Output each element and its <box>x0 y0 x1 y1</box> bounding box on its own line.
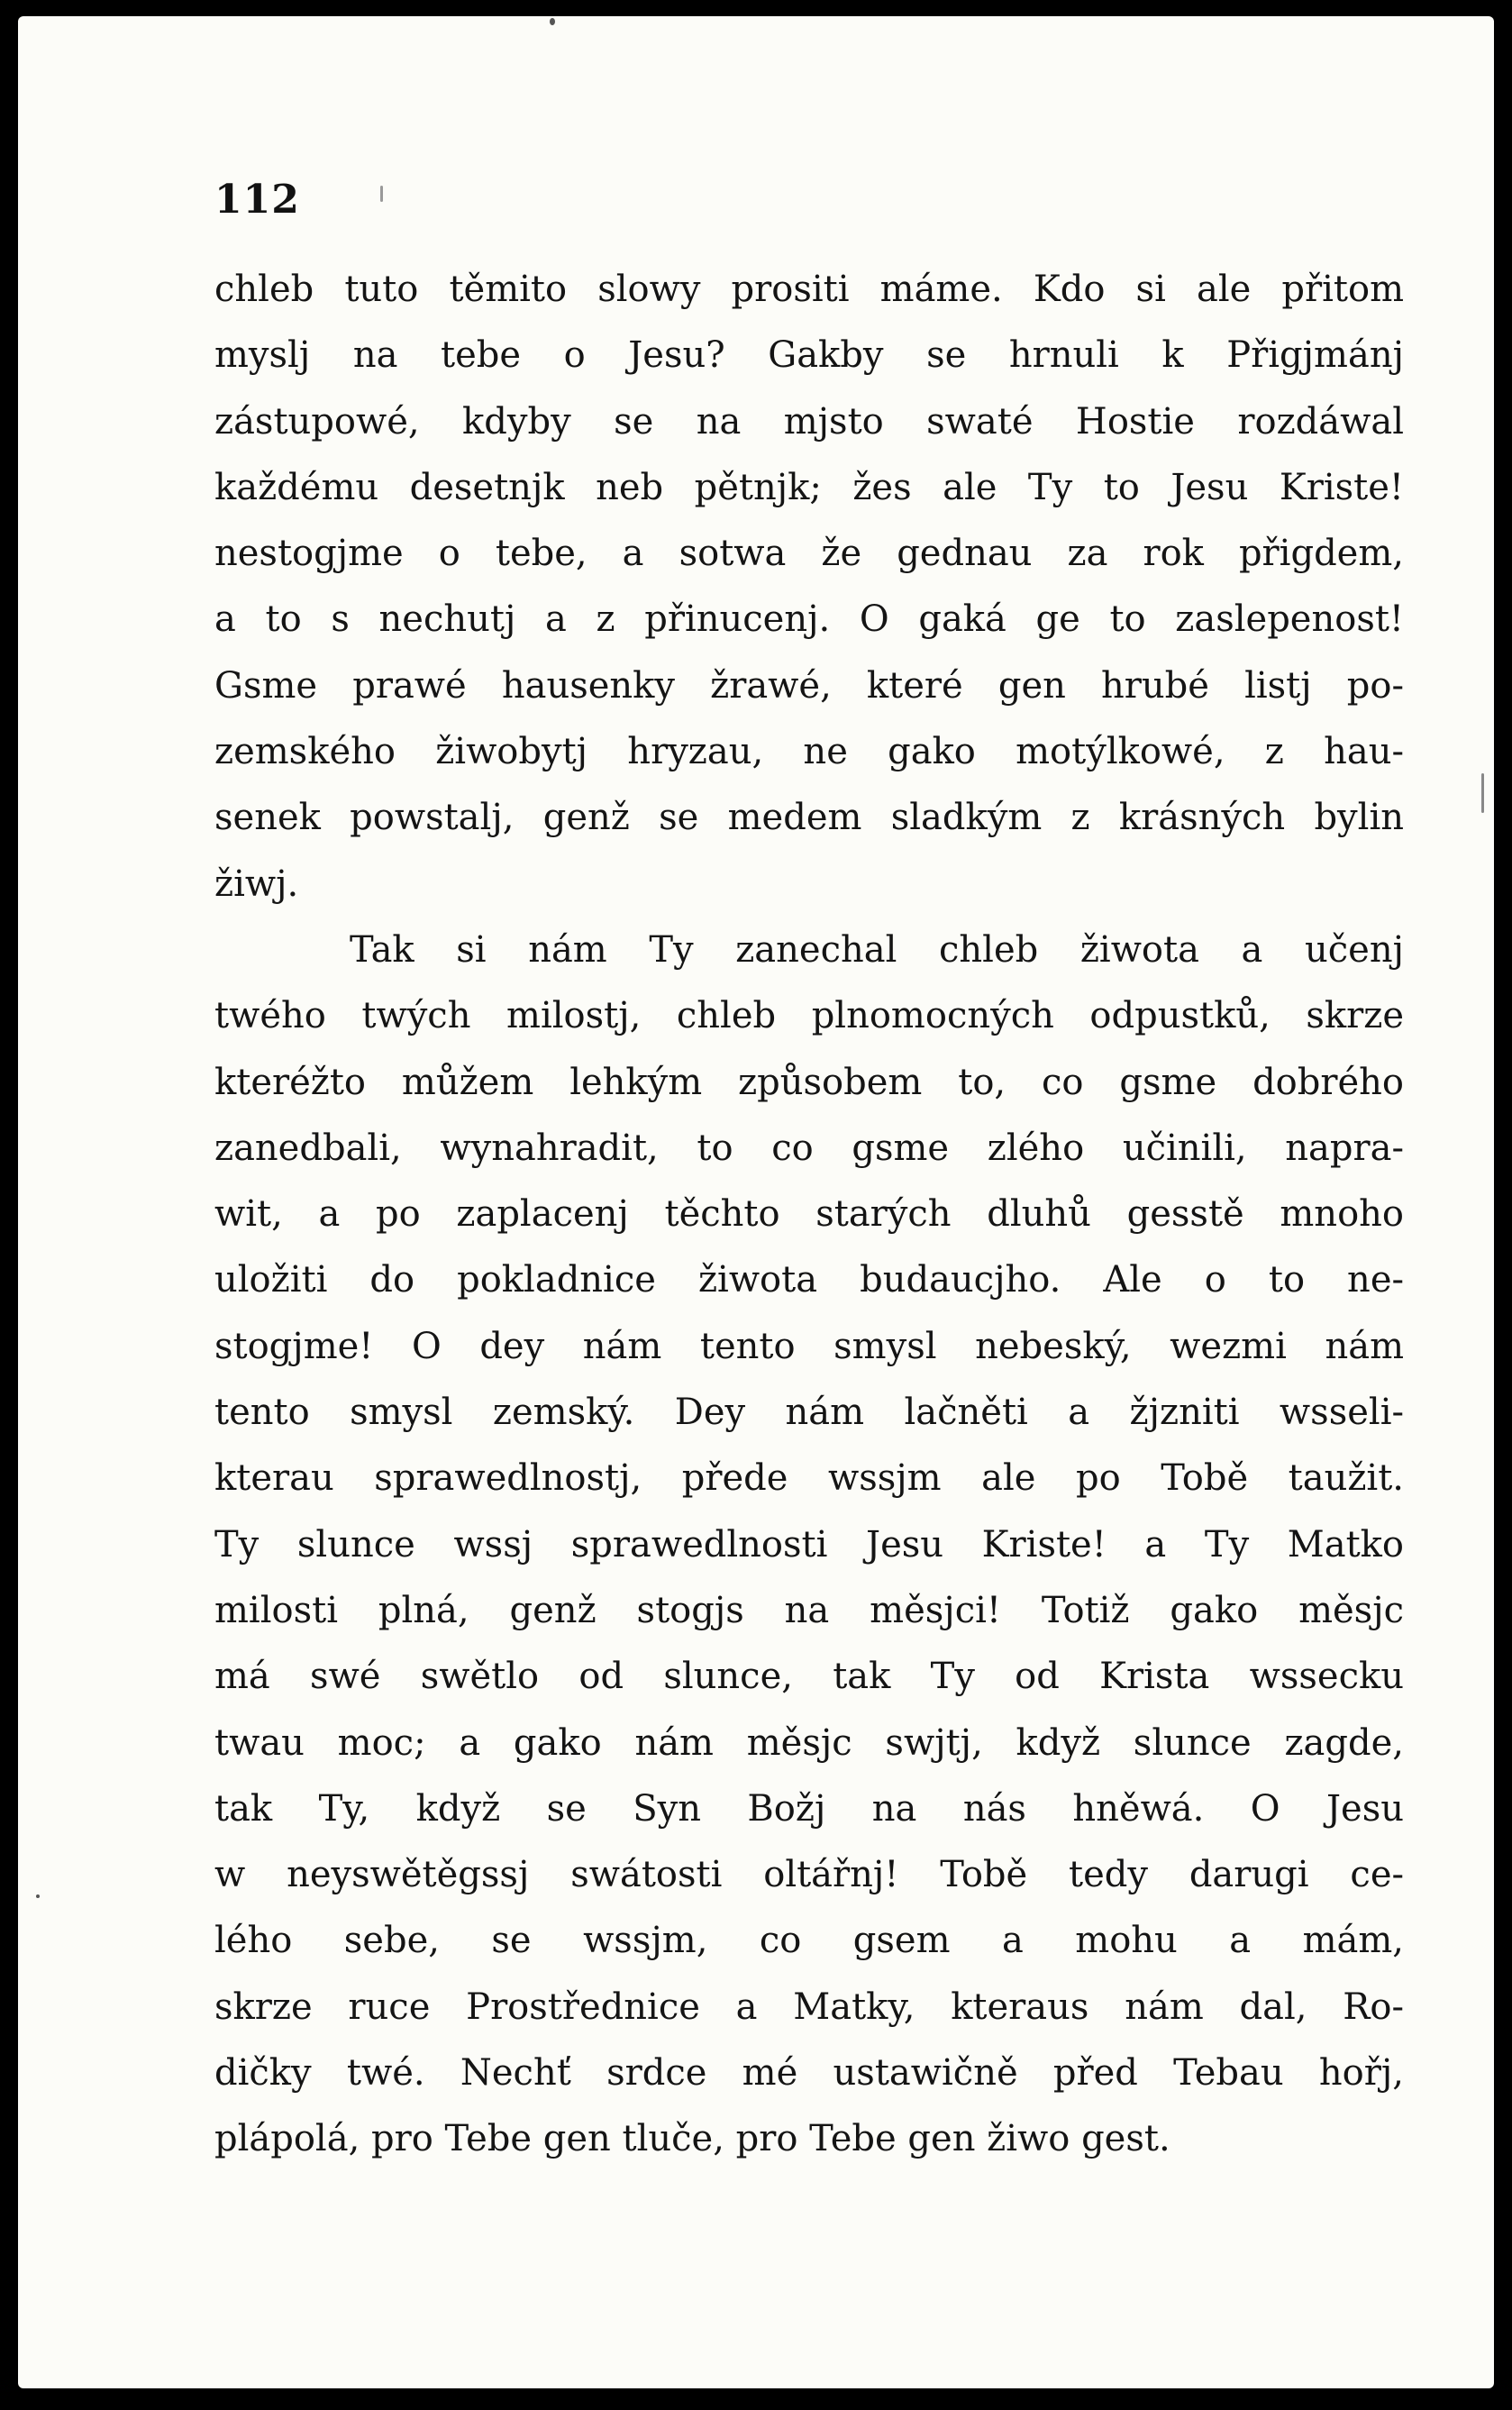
paragraph <box>214 257 1404 917</box>
text-line: každému desetnjk neb pětnjk; žes ale Ty to Jesu Kriste! <box>214 466 1404 508</box>
text-line: milosti plná, genž stogjs na měsjci! Totiž gako měsjc <box>214 1589 1404 1631</box>
print-speck <box>1481 773 1484 813</box>
text-line: plápolá, pro Tebe gen tluče, pro Tebe gen žiwo gest. <box>214 2118 1170 2160</box>
text-line: uložiti do pokladnice žiwota budaucjho. Ale o to ne- <box>214 1259 1404 1301</box>
page-number: 112 <box>214 177 300 223</box>
text-line: myslj na tebe o Jesu? Gakby se hrnuli k Přigjmánj <box>214 334 1404 377</box>
text-line: Gsme prawé hausenky žrawé, které gen hrubé listj po- <box>214 664 1404 707</box>
text-line: stogjme! O dey nám tento smysl nebeský, wezmi nám <box>214 1325 1404 1367</box>
print-speck <box>380 186 383 202</box>
text-line: kteréžto můžem lehkým způsobem to, co gsme dobrého <box>214 1061 1404 1103</box>
text-line: chleb tuto těmito slowy prositi máme. Kdo si ale přitom <box>214 269 1404 310</box>
text-line: tak Ty, když se Syn Božj na nás hněwá. O Jesu <box>214 1787 1404 1830</box>
text-line: skrze ruce Prostřednice a Matky, kteraus nám dal, Ro- <box>214 1986 1404 2028</box>
text-line: dičky twé. Nechť srdce mé ustawičně před Tebau hořj, <box>214 2052 1404 2095</box>
text-line: zástupowé, kdyby se na mjsto swaté Hostie rozdáwal <box>214 400 1404 443</box>
text-body <box>214 257 1404 2173</box>
text-line: zanedbali, wynahradit, to co gsme zlého učinili, napra- <box>214 1127 1404 1169</box>
text-line: senek powstalj, genž se medem sladkým z krásných bylin <box>214 797 1404 839</box>
text-line: tento smysl zemský. Dey nám lačněti a žjzniti wsseli- <box>214 1392 1404 1434</box>
text-line: zemského žiwobytj hryzau, ne gako motýlkowé, z hau- <box>214 731 1404 773</box>
print-speck <box>550 18 555 25</box>
text-line: Ty slunce wssj sprawedlnosti Jesu Kriste! a Ty Matko <box>214 1523 1404 1566</box>
text-line: kterau sprawedlnostj, přede wssjm ale po Tobě taužit. <box>214 1457 1404 1500</box>
text-line: twau moc; a gako nám měsjc swjtj, když slunce zagde, <box>214 1721 1404 1764</box>
print-speck <box>36 1894 40 1898</box>
paragraph <box>214 917 1404 2173</box>
text-line: a to s nechutj a z přinucenj. O gaká ge to zaslepenost! <box>214 598 1404 641</box>
text-line: má swé swětlo od slunce, tak Ty od Krista wssecku <box>214 1656 1404 1698</box>
text-line: twého twých milostj, chleb plnomocných odpustků, skrze <box>214 995 1404 1037</box>
text-line: nestogjme o tebe, a sotwa že gednau za rok přigdem, <box>214 533 1404 575</box>
text-line: lého sebe, se wssjm, co gsem a mohu a mám, <box>214 1920 1404 1962</box>
text-line: wit, a po zaplacenj těchto starých dluhů gesstě mnoho <box>214 1193 1404 1236</box>
text-line: žiwj. <box>214 863 299 905</box>
text-line: Tak si nám Ty zanechal chleb žiwota a učenj <box>350 928 1404 971</box>
text-line: w neyswětěgssj swátosti oltářnj! Tobě tedy darugi ce- <box>214 1854 1404 1896</box>
